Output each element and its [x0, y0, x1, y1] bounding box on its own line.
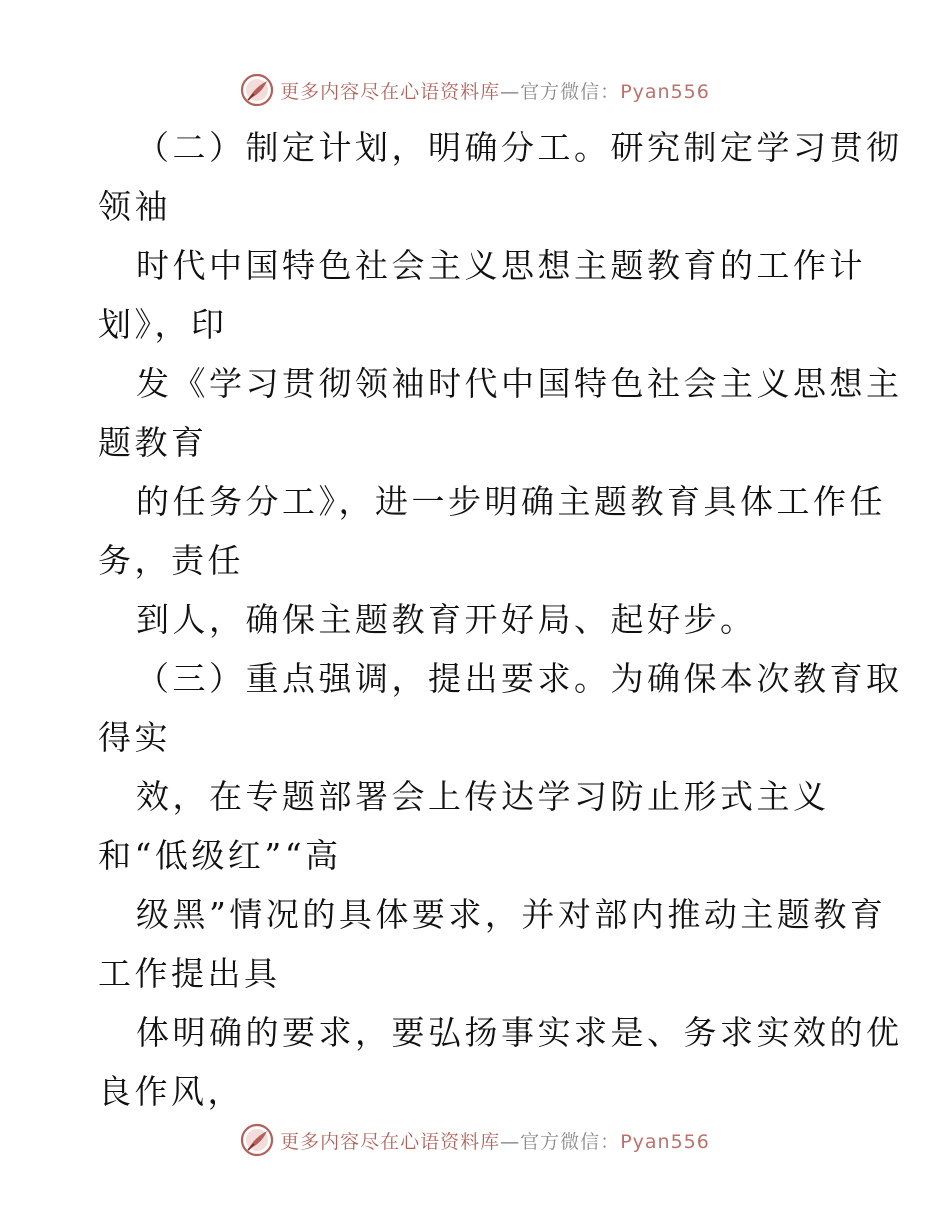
header-banner — [0, 70, 950, 110]
footer-account: Pyan556 — [620, 1130, 710, 1153]
paragraph-line: （二）制定计划，明确分工。研究制定学习贯彻 — [136, 128, 903, 167]
header-wechat-label: 官方微信： — [520, 80, 621, 103]
footer-text — [280, 1127, 710, 1154]
paragraph-line: 发《学习贯彻领袖时代中国特色社会主义思想主 — [136, 364, 903, 403]
paragraph-line: 题教育 — [98, 423, 208, 462]
paragraph-line: 的任务分工》，进一步明确主题教育具体工作任 — [136, 482, 886, 521]
footer-dash: — — [500, 1130, 521, 1153]
header-text — [280, 77, 710, 104]
feather-pen-logo-icon — [240, 73, 274, 107]
footer-wechat-label: 官方微信： — [520, 1130, 621, 1153]
paragraph-line: 体明确的要求，要弘扬事实求是、务求实效的优 — [136, 1013, 903, 1052]
feather-pen-logo-icon — [240, 1123, 274, 1157]
paragraph-line: 时代中国特色社会主义思想主题教育的工作计 — [136, 246, 866, 285]
footer-brand-text: 更多内容尽在心语资料库 — [280, 1130, 501, 1153]
header-brand-text: 更多内容尽在心语资料库 — [280, 80, 501, 103]
paragraph-line: 级黑”情况的具体要求，并对部内推动主题教育 — [136, 895, 887, 934]
paragraph-line: 良作风， — [98, 1072, 244, 1111]
paragraph-line: 务，责任 — [98, 541, 244, 580]
paragraph-line: 到人，确保主题教育开好局、起好步。 — [136, 600, 757, 639]
header-dash: — — [500, 80, 521, 103]
body-text — [98, 118, 903, 1121]
paragraph-line: 划》，印 — [98, 305, 228, 344]
paragraph-line: 得实 — [98, 718, 171, 757]
paragraph-line: 和“低级红”“高 — [98, 836, 342, 875]
paragraph-line: 工作提出具 — [98, 954, 281, 993]
paragraph-line: 领袖 — [98, 187, 171, 226]
paragraph-line: 效，在专题部署会上传达学习防止形式主义 — [136, 777, 830, 816]
header-account: Pyan556 — [620, 80, 710, 103]
footer-banner — [0, 1120, 950, 1160]
paragraph-line: （三）重点强调，提出要求。为确保本次教育取 — [136, 659, 903, 698]
